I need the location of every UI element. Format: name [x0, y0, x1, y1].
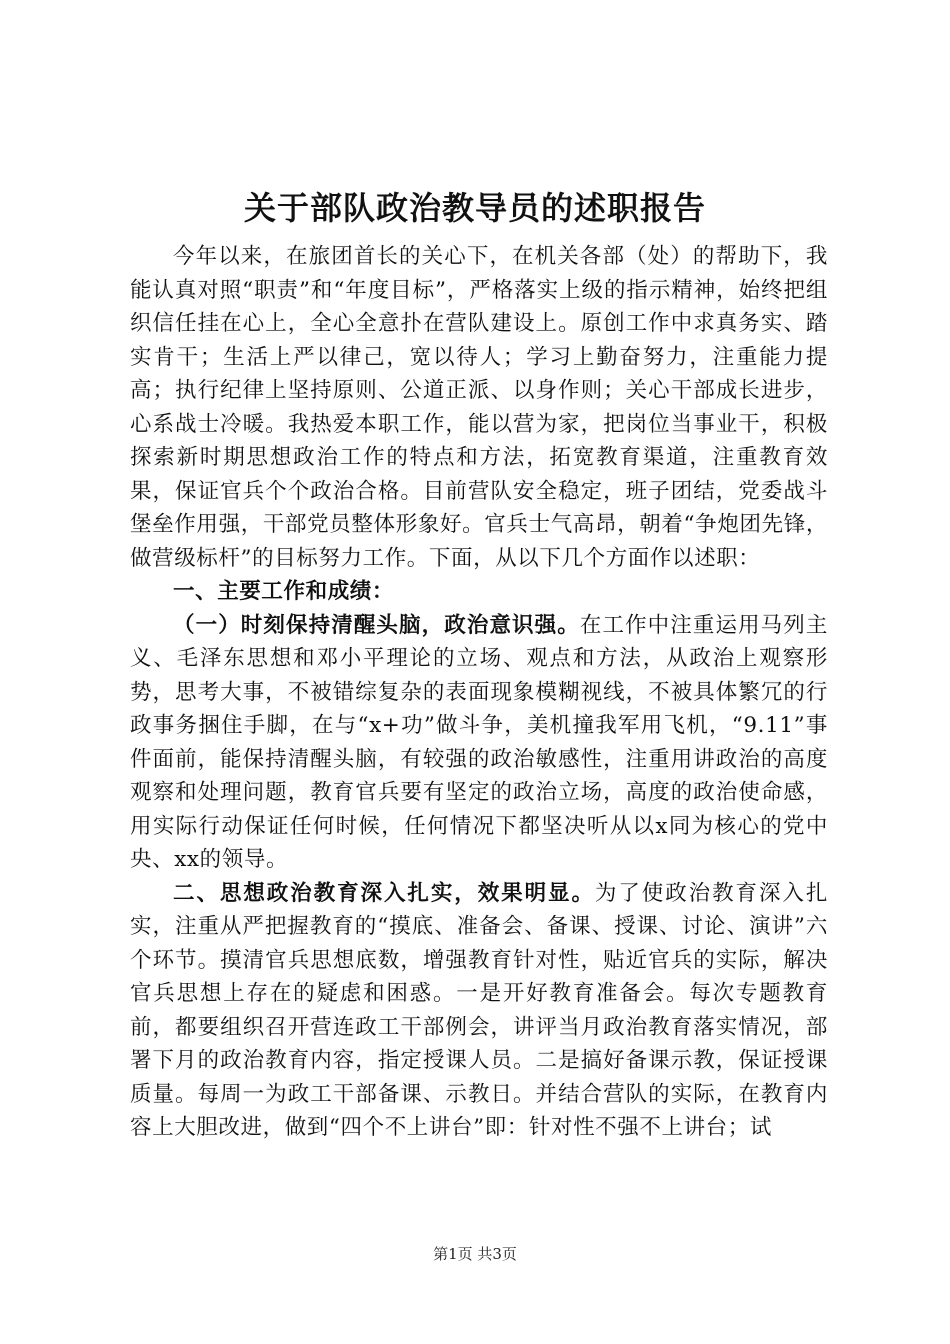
paragraph-intro-text: 今年以来，在旅团首长的关心下，在机关各部（处）的帮助下，我能认真对照“职责”和“年度目标”，严格落实上级的指示精神，始终把组织信任挂在心上，全心全意扑在营队建设上。原创工作中求真务实、踏实肯干；生活上严以律己，宽以待人；学习上勤奋努力，注重能力提高；执行纪律上坚持原则、公道正派、以身作则；关心干部成长进步，心系战士冷暖。我热爱本职工作，能以营为家，把岗位当事业干，积极探索新时期思想政治工作的特点和方法，拓宽教育渠道，注重教育效果，保证官兵个个政治合格。目前营队安全稳定，班子团结，党委战斗堡垒作用强，干部党员整体形象好。官兵士气高昂，朝着“争炮团先锋，做营级标杆”的目标努力工作。下面，从以下几个方面作以述职： — [130, 244, 828, 571]
page-footer: 第1页 共3页 — [433, 1245, 517, 1263]
section-heading-main-work — [130, 575, 828, 609]
document-title: 关于部队政治教导员的述职报告 — [243, 189, 706, 227]
paragraph-political-education-text: 为了使政治教育深入扎实，注重从严把握教育的“摸底、准备会、备课、授课、讨论、演讲”六个环节。摸清官兵思想底数，增强教育针对性，贴近官兵的实际，解决官兵思想上存在的疑虑和困惑。一是开好教育准备会。每次专题教育前，都要组织召开营连政工干部例会，讲评当月政治教育落实情况，部署下月的政治教育内容，指定授课人员。二是搞好备课示教，保证授课质量。每周一为政工干部备课、示教日。并结合营队的实际，在教育内容上大胆改进，做到“四个不上讲台”即：针对性不强不上讲台；试 — [130, 880, 828, 1140]
paragraph-political-awareness-text: 在工作中注重运用马列主义、毛泽东思想和邓小平理论的立场、观点和方法，从政治上观察形势，思考大事，不被错综复杂的表面现象模糊视线，不被具体繁冗的行政事务捆住手脚，在与“x+功”做斗争，美机撞我军用飞机，“9.11”事件面前，能保持清醒头脑，有较强的政治敏感性，注重用讲政治的高度观察和处理问题，教育官兵要有坚定的政治立场，高度的政治使命感，用实际行动保证任何时候，任何情况下都坚决听从以x同为核心的党中央、xx的领导。 — [130, 612, 828, 872]
section-heading-main-work-lead: 一、主要工作和成绩： — [173, 579, 395, 604]
paragraph-political-education — [130, 877, 828, 1145]
paragraph-intro — [130, 240, 828, 575]
paragraph-political-awareness — [130, 609, 828, 877]
document-body — [130, 240, 828, 1145]
paragraph-political-education-lead: 二、思想政治教育深入扎实，效果明显。 — [173, 880, 595, 906]
paragraph-political-awareness-lead: （一）时刻保持清醒头脑，政治意识强。 — [173, 612, 580, 638]
